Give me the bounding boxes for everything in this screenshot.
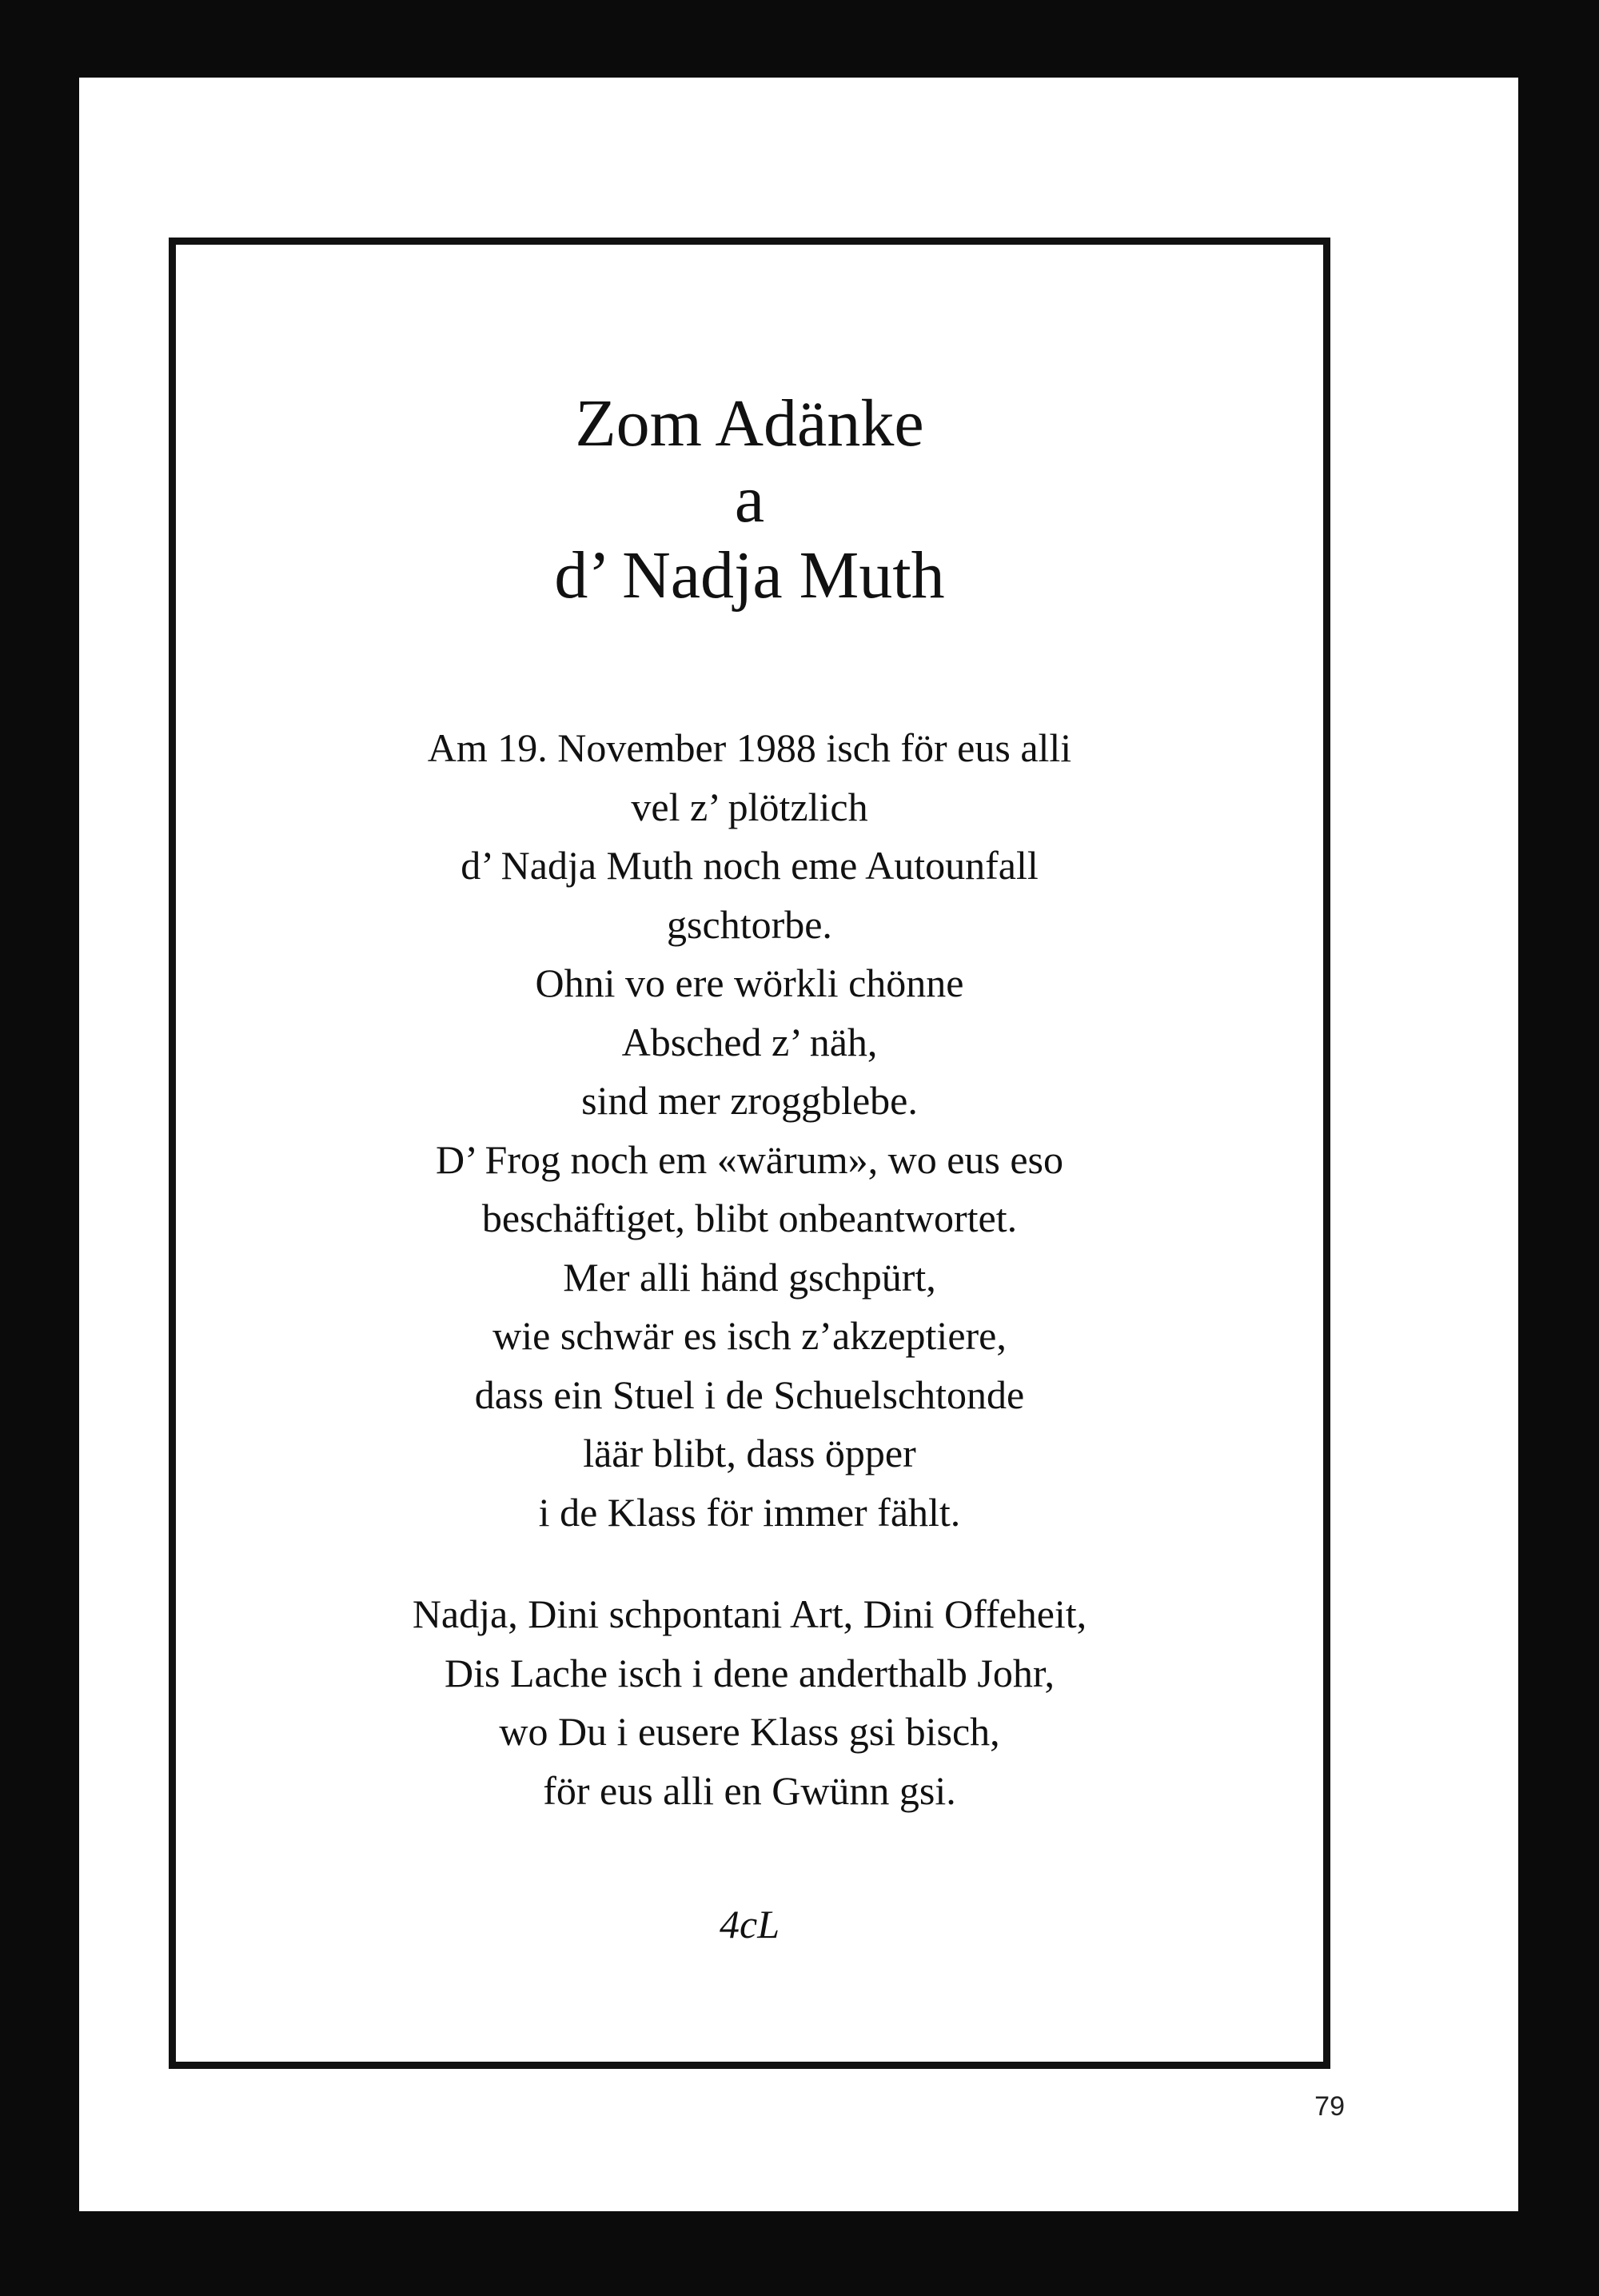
text-line: läär blibt, dass öpper: [583, 1431, 916, 1475]
text-line: sind mer zroggblebe.: [581, 1078, 918, 1123]
text-line: Nadja, Dini schpontani Art, Dini Offeheit,: [412, 1591, 1087, 1636]
text-line: d’ Nadja Muth noch eme Autounfall: [461, 843, 1039, 888]
text-line: beschäftiget, blibt onbeantwortet.: [481, 1196, 1018, 1240]
tribute-paragraph-1: [176, 719, 1323, 1542]
tribute-paragraph-2: [176, 1585, 1323, 1820]
page-number: 79: [1314, 2091, 1345, 2122]
memorial-border-frame: [169, 238, 1330, 2069]
signature: 4cL: [720, 1902, 780, 1947]
text-line: Dis Lache isch i dene anderthalb Johr,: [444, 1650, 1055, 1695]
text-line: Am 19. November 1988 isch för eus alli: [427, 725, 1072, 770]
text-line: för eus alli en Gwünn gsi.: [543, 1767, 956, 1813]
text-line: dass ein Stuel i de Schuelschtonde: [474, 1372, 1025, 1417]
title-line: a: [734, 462, 765, 537]
title-line: Zom Adänke: [575, 386, 924, 461]
text-line: Absched z’ näh,: [621, 1019, 878, 1064]
document-page: [79, 78, 1518, 2211]
text-line: i de Klass för immer fählt.: [538, 1489, 961, 1535]
memorial-title: [176, 385, 1323, 613]
text-line: Mer alli händ gschpürt,: [563, 1254, 936, 1300]
text-line: wie schwär es isch z’akzeptiere,: [492, 1313, 1007, 1358]
text-line: Ohni vo ere wörkli chönne: [535, 960, 964, 1005]
title-line: d’ Nadja Muth: [554, 538, 945, 613]
text-line: gschtorbe.: [667, 901, 832, 947]
text-line: vel z’ plötzlich: [631, 784, 868, 829]
text-line: wo Du i eusere Klass gsi bisch,: [499, 1709, 1000, 1754]
text-line: D’ Frog noch em «wärum», wo eus eso: [435, 1136, 1064, 1182]
